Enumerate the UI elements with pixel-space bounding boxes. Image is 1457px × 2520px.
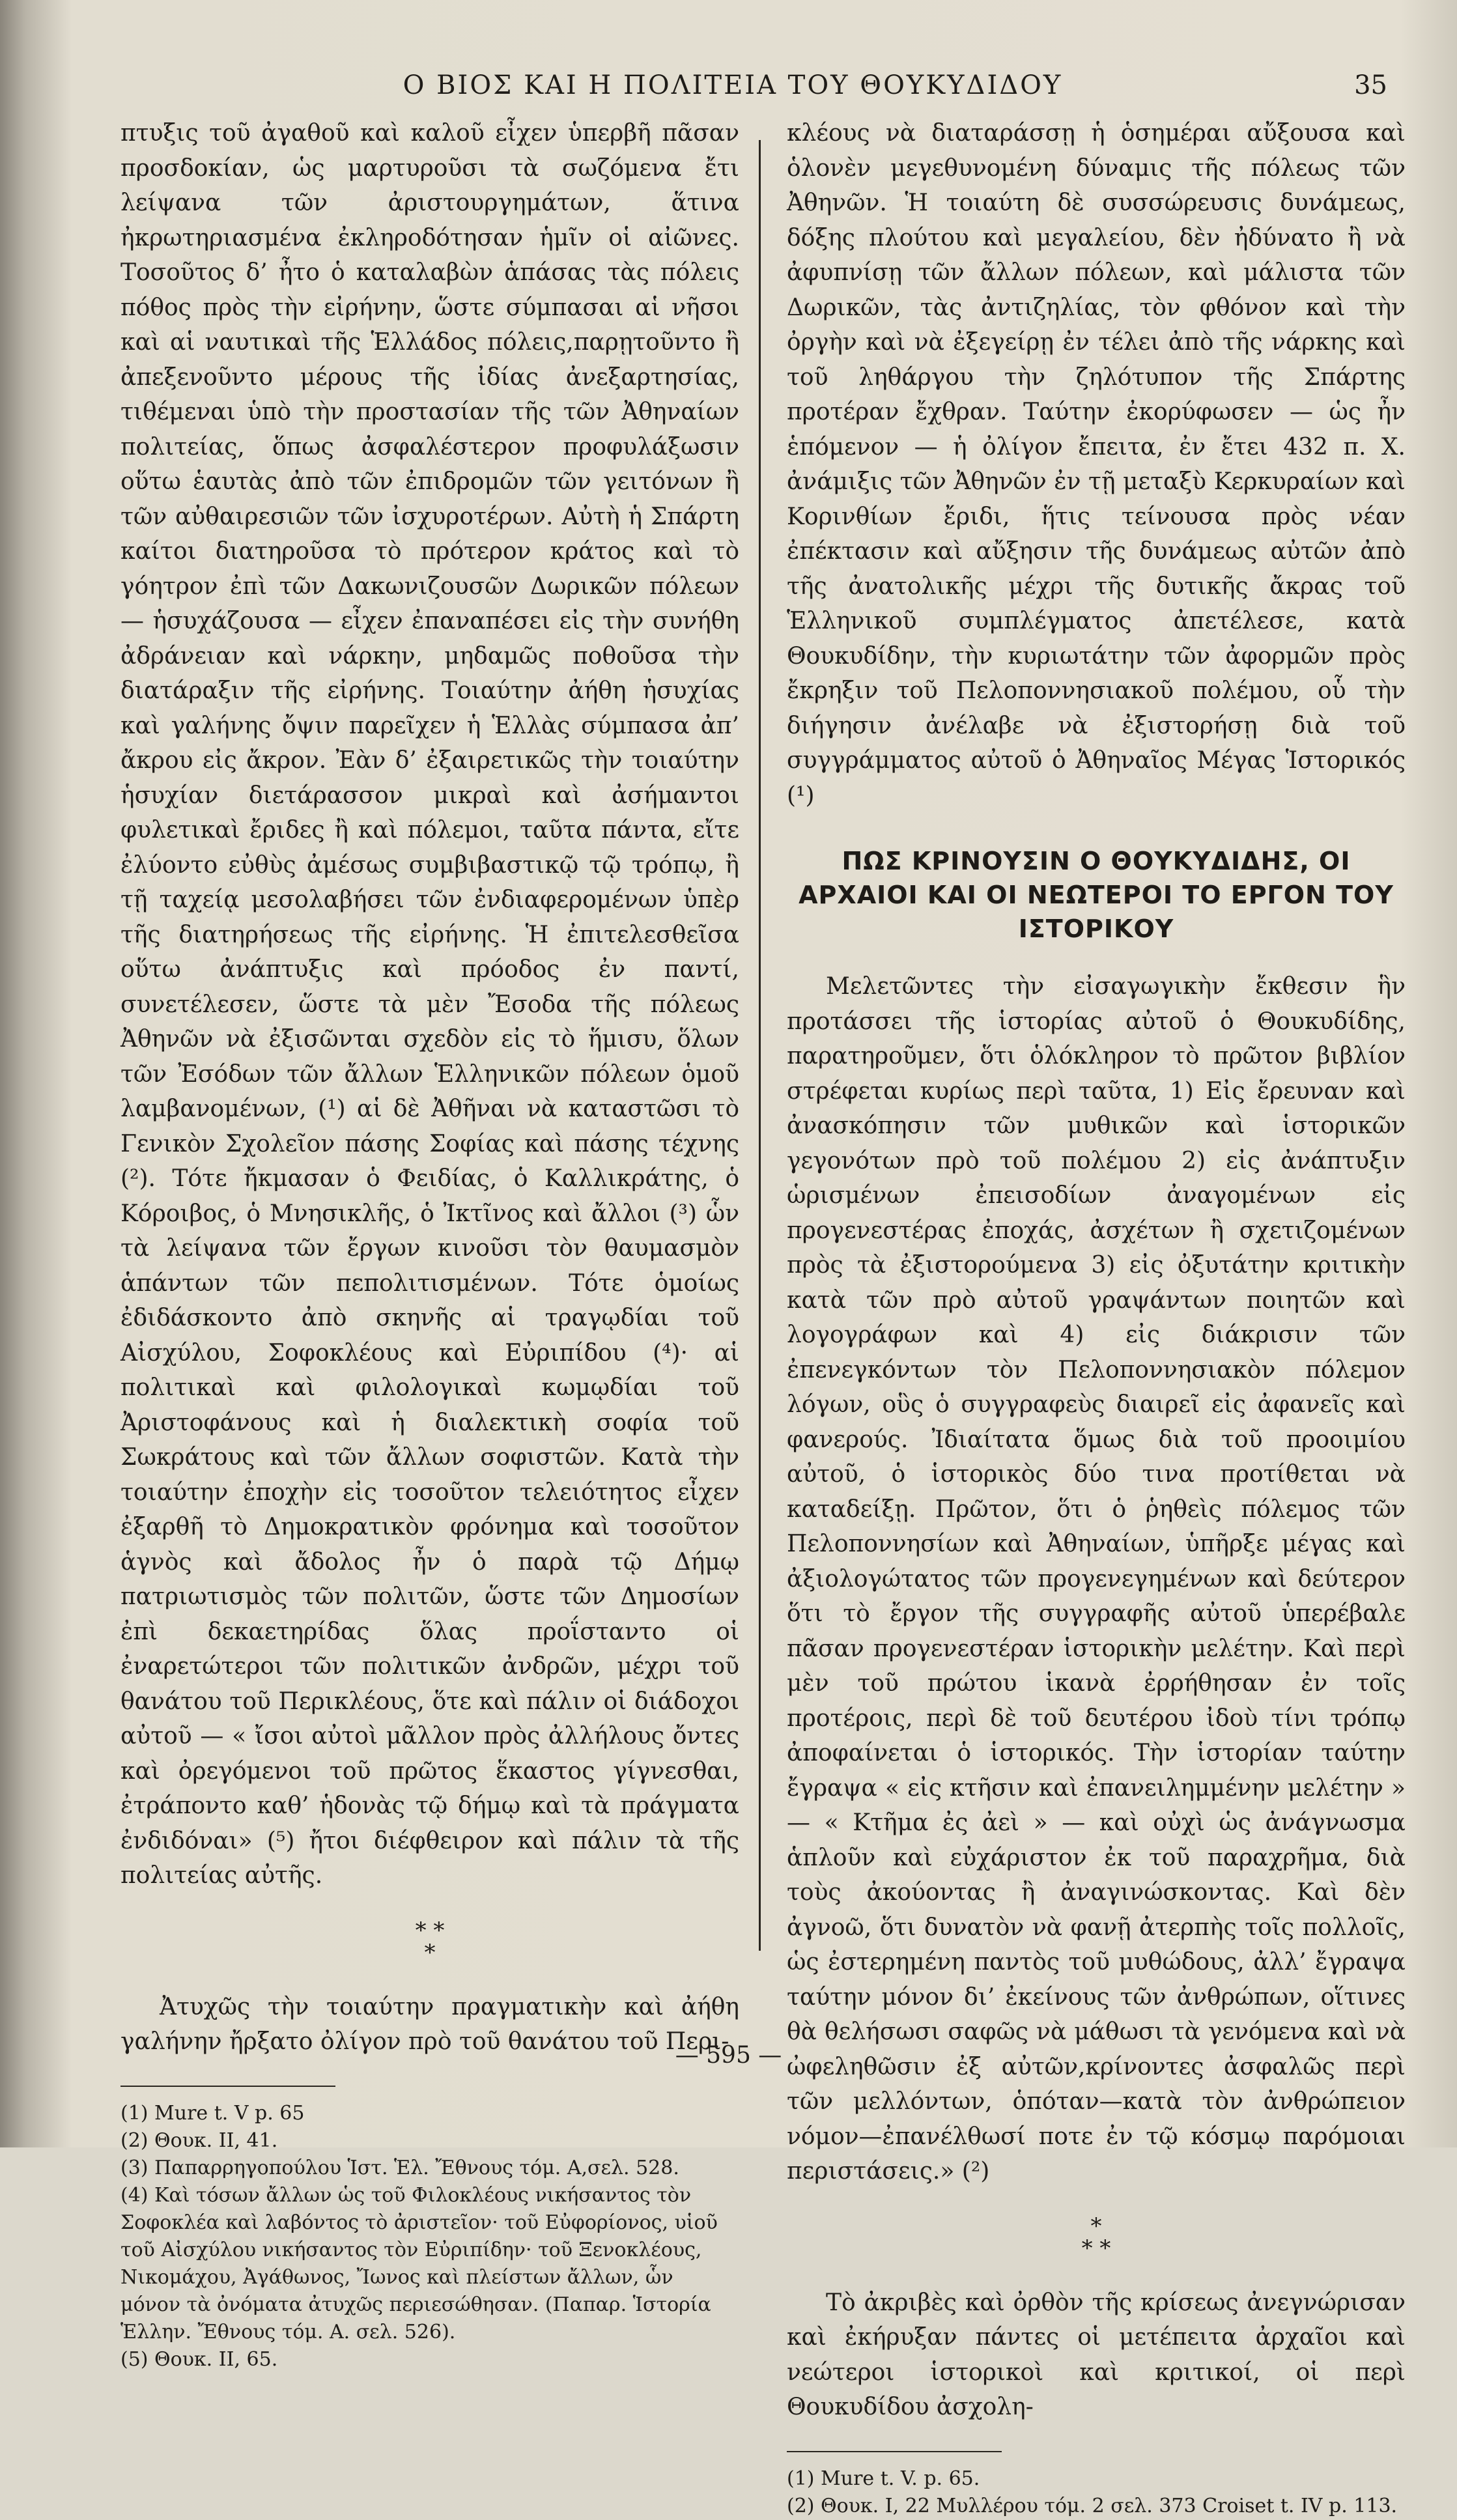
body-paragraph: Μελετῶντες τὴν εἰσαγωγικὴν ἔκθεσιν ἣν προτάσσει τῆς ἱστορίας αὐτοῦ ὁ Θουκυδίδης, παρατηροῦμεν, ὅτι ὁλόκληρον τὸ πρῶτον βιβλίον στρέφεται κυρίως περὶ ταῦτα, 1) Εἰς ἔρευναν καὶ ἀνασκόπησιν τῶν μυθικῶν καὶ ἱστορικῶν γεγονότων πρὸ τοῦ πολέμου 2) εἰς ἀνάπτυξιν ὡρισμένων ἐπεισοδίων ἀναγομένων εἰς προγενεστέρας ἐποχάς, ἀσχέτων ἢ σχετιζομένων πρὸς τὰ ἐξιστορούμενα 3) εἰς ὀξυτάτην κριτικὴν κατὰ τῶν πρὸ αὐτοῦ γραψάντων ποιητῶν καὶ λογογράφων καὶ 4) εἰς διάκρισιν τῶν ἐπενεγκόντων τὸν Πελοποννησιακὸν πόλεμον λόγων, οὓς ὁ συγγραφεὺς διαιρεῖ εἰς ἀφανεῖς καὶ φανερούς. Ἰδιαίτατα ὅμως διὰ τοῦ προοιμίου αὐτοῦ, ὁ ἱστορικὸς δύο τινα προτίθεται νὰ καταδείξῃ. Πρῶτον, ὅτι ὁ ῥηθεὶς πόλεμος τῶν Πελοποννησίων καὶ Ἀθηναίων, ὑπῆρξε μέγας καὶ ἀξιολογώτατος τῶν προγενεγημένων καὶ δεύτερον ὅτι τὸ ἔργον τῆς συγγραφῆς αὐτοῦ ὑπερέβαλε πᾶσαν προγενεστέραν ἱστορικὴν μελέτην. Καὶ περὶ μὲν τοῦ πρώτου ἱκανὰ ἐρρήθησαν ἐν τοῖς προτέροις, περὶ δὲ τοῦ δευτέρου ἰδοὺ τίνι τρόπῳ ἀποφαίνεται ὁ ἱστορικός. Τὴν ἱστορίαν ταύτην ἔγραψα « εἰς κτῆσιν καὶ ἐπανειλημμένην μελέτην » — « Κτῆμα ἐς ἀεὶ » — καὶ οὐχὶ ὡς ἀνάγνωσμα ἁπλοῦν καὶ εὐχάριστον ἐκ τοῦ παραχρῆμα, διὰ τοὺς ἀκούοντας ἢ ἀναγινώσκοντας. Καὶ δὲν ἀγνοῶ, ὅτι δυνατὸν νὰ φανῇ ἀτερπὴς τοῖς πολλοῖς, ὡς ἐστερημένη παντὸς τοῦ μυθώδους, ἀλλ’ ἔγραψα ταύτην μόνον δι’ ἐκείνους τῶν ἀνθρώπων, οἵτινες θὰ θελήσωσι σαφῶς νὰ μάθωσι τὰ γενόμενα καὶ νὰ ὠφεληθῶσιν ἐξ αὐτῶν,κρίνοντες ἀσφαλῶς περὶ τῶν μελλόντων, ὁπόταν—κατὰ τὸν ἀνθρώπειον νόμον—ἐπανέλθωσί ποτε ἐν τῷ κόσμῳ παρόμοιαι περιστάσεις.» (²) <box>787 973 1406 2185</box>
right-column <box>787 116 1406 2520</box>
column-divider <box>759 140 761 1951</box>
body-paragraph: Τὸ ἀκριβὲς καὶ ὀρθὸν τῆς κρίσεως ἀνεγνώρισαν καὶ ἐκήρυξαν πάντες οἱ μετέπειτα ἀρχαῖοι καὶ νεώτεροι ἱστορικοὶ καὶ κριτικοί, οἱ περὶ Θουκυδίδου ἀσχολη- <box>787 2289 1406 2420</box>
section-stars: * * * <box>415 1917 445 1966</box>
section-stars: * * * <box>1081 2213 1111 2261</box>
footnote: (2) Θουκ. I, 22 Μυλλέρου τόμ. 2 σελ. 373 Croiset t. IV p. 113. <box>787 2494 1398 2517</box>
section-heading: ΠΩΣ ΚΡΙΝΟΥΣΙΝ Ο ΘΟΥΚΥΔΙΔΗΣ, ΟΙ ΑΡΧΑΙΟΙ ΚΑΙ ΟΙ ΝΕΩΤΕΡΟΙ ΤΟ ΕΡΓΟΝ ΤΟΥ ΙΣΤΟΡΙΚΟΥ <box>799 847 1394 943</box>
footnote-rule <box>120 2086 335 2087</box>
footnote: (2) Θουκ. II, 41. <box>120 2129 278 2152</box>
body-paragraph: κλέους νὰ διαταράσσῃ ἡ ὁσημέραι αὔξουσα καὶ ὁλονὲν μεγεθυνομένη δύναμις τῆς πόλεως τῶν Ἀθηνῶν. Ἡ τοιαύτη δὲ συσσώρευσις δυνάμεως, δόξης πλούτου καὶ μεγαλείου, δὲν ἠδύνατο ἢ νὰ ἀφυπνίσῃ τῶν ἄλλων πόλεων, καὶ μάλιστα τῶν Δωρικῶν, τὰς ἀντιζηλίας, τὸν φθόνον καὶ τὴν ὀργὴν καὶ νὰ ἐξεγείρῃ ἐν τέλει ἀπὸ τῆς νάρκης καὶ τοῦ ληθάργου τὴν ζηλότυπον τῆς Σπάρτης προτέραν ἔχθραν. Ταύτην ἐκορύφωσεν — ὡς ἦν ἑπόμενον — ἡ ὀλίγον ἔπειτα, ἐν ἔτει 432 π. Χ. ἀνάμιξις τῶν Ἀθηνῶν ἐν τῇ μεταξὺ Κερκυραίων καὶ Κορινθίων ἔριδι, ἥτις τείνουσα πρὸς νέαν ἐπέκτασιν καὶ αὔξησιν τῆς δυνάμεως αὐτῶν ἀπὸ τῆς ἀνατολικῆς μέχρι τῆς δυτικῆς ἄκρας τοῦ Ἑλληνικοῦ συμπλέγματος ἀπετέλεσε, κατὰ Θουκυδίδην, τὴν κυριωτάτην τῶν ἀφορμῶν πρὸς ἔκρηξιν τοῦ Πελοποννησιακοῦ πολέμου, οὗ τὴν διήγησιν ἀνέλαβε νὰ ἐξιστορήσῃ διὰ τοῦ συγγράμματος αὐτοῦ ὁ Ἀθηναῖος Μέγας Ἱστορικός (¹) <box>787 120 1406 809</box>
left-column <box>120 116 739 2373</box>
body-paragraph: πτυξις τοῦ ἀγαθοῦ καὶ καλοῦ εἶχεν ὑπερβῆ πᾶσαν προσδοκίαν, ὡς μαρτυροῦσι τὰ σωζόμενα ἔτι λείψανα τῶν ἀριστουργημάτων, ἅτινα ἠκρωτηριασμένα ἐκληροδότησαν ἡμῖν οἱ αἰῶνες. Τοσοῦτος δ’ ἦτο ὁ καταλαβὼν ἁπάσας τὰς πόλεις πόθος πρὸς τὴν εἰρήνην, ὥστε σύμπασαι αἱ νῆσοι καὶ αἱ ναυτικαὶ τῆς Ἑλλάδος πόλεις,παρῃτοῦντο ἢ ἀπεξενοῦντο μέρους τῆς ἰδίας ἀνεξαρτησίας, τιθέμεναι ὑπὸ τὴν προστασίαν τῆς τῶν Ἀθηναίων πολιτείας, ὅπως ἀσφαλέστερον προφυλάξωσιν οὕτω ἑαυτὰς ἀπὸ τῶν ἐπιδρομῶν τῶν γειτόνων ἢ τῶν αὐθαιρεσιῶν τῶν ἰσχυροτέρων. Αὐτὴ ἡ Σπάρτη καίτοι διατηροῦσα τὸ πρότερον κράτος καὶ τὸ γόητρον ἐπὶ τῶν Δακωνιζουσῶν Δωρικῶν πόλεων — ἡσυχάζουσα — εἶχεν ἐπαναπέσει εἰς τὴν συνήθη ἀδράνειαν καὶ νάρκην, μηδαμῶς ποθοῦσα τὴν διατάραξιν τῆς εἰρήνης. Τοιαύτην ἀήθη ἡσυχίας καὶ γαλήνης ὄψιν παρεῖχεν ἡ Ἑλλὰς σύμπασα ἀπ’ ἄκρου εἰς ἄκρον. Ἐὰν δ’ ἐξαιρετικῶς τὴν τοιαύτην ἡσυχίαν διετάρασσον μικραὶ καὶ ἀσήμαντοι φυλετικαὶ ἔριδες ἢ καὶ πόλεμοι, ταῦτα πάντα, εἴτε ἐλύοντο εὐθὺς ἀμέσως συμβιβαστικῷ τῷ τρόπῳ, ἢ τῇ ταχείᾳ μεσολαβήσει τῶν ἐνδιαφερομένων ὑπὲρ τῆς διατηρήσεως τῆς εἰρήνης. Ἡ ἐπιτελεσθεῖσα οὕτω ἀνάπτυξις καὶ πρόοδος ἐν παντί, συνετέλεσεν, ὥστε τὰ μὲν Ἔσοδα τῆς πόλεως Ἀθηνῶν νὰ ἐξισῶνται σχεδὸν εἰς τὸ ἥμισυ, ὅλων τῶν Ἐσόδων τῶν ἄλλων Ἑλληνικῶν πόλεων ὁμοῦ λαμβανομένων, (¹) αἱ δὲ Ἀθῆναι νὰ καταστῶσι τὸ Γενικὸν Σχολεῖον πάσης Σοφίας καὶ πάσης τέχνης (²). Τότε ἤκμασαν ὁ Φειδίας, ὁ Καλλικράτης, ὁ Κόροιβος, ὁ Μνησικλῆς, ὁ Ἰκτῖνος καὶ ἄλλοι (³) ὧν τὰ λείψανα τῶν ἔργων κινοῦσι τὸν θαυμασμὸν ἁπάντων τῶν πεπολιτισμένων. Τότε ὁμοίως ἐδιδάσκοντο ἀπὸ σκηνῆς αἱ τραγῳδίαι τοῦ Αἰσχύλου, Σοφοκλέους καὶ Εὐριπίδου (⁴)· αἱ πολιτικαὶ καὶ φιλολογικαὶ κωμῳδίαι τοῦ Ἀριστοφάνους καὶ ἡ διαλεκτικὴ σοφία τοῦ Σωκράτους καὶ τῶν ἄλλων σοφιστῶν. Κατὰ τὴν τοιαύτην ἐποχὴν εἰς τοσοῦτον τελειότητος εἶχεν ἐξαρθῆ τὸ Δημοκρατικὸν φρόνημα καὶ τοσοῦτον ἁγνὸς καὶ ἄδολος ἦν ὁ παρὰ τῷ Δήμῳ πατριωτισμὸς τῶν πολιτῶν, ὥστε τῶν Δημοσίων ἐπὶ δεκαετηρίδας ὅλας προΐσταντο οἱ ἐναρετώτεροι τῶν πολιτικῶν ἀνδρῶν, μέχρι τοῦ θανάτου τοῦ Περικλέους, ὅτε καὶ πάλιν οἱ διάδοχοι αὐτοῦ — « ἴσοι αὐτοὶ μᾶλλον πρὸς ἀλλήλους ὄντες καὶ ὀρεγόμενοι τοῦ πρῶτος ἕκαστος γίγνεσθαι, ἐτράποντο καθ’ ἡδονὰς τῷ δήμῳ καὶ τὰ πράγματα ἐνδιδόναι» (⁵) ἤτοι διέφθειρον καὶ πάλιν τὰ τῆς πολιτείας αὐτῆς. <box>120 120 739 1889</box>
body-paragraph: Ἀτυχῶς τὴν τοιαύτην πραγματικὴν καὶ ἀήθη γαλήνην ἤρξατο ὀλίγον πρὸ τοῦ θανάτου τοῦ Περι- <box>120 1993 739 2055</box>
footnote: (1) Mure t. V p. 65 <box>120 2101 305 2125</box>
running-title: Ο ΒΙΟΣ ΚΑΙ Η ΠΟΛΙΤΕΙΑ ΤΟΥ ΘΟΥΚΥΔΙΔΟΥ <box>403 70 1063 100</box>
footnote: (5) Θουκ. II, 65. <box>120 2347 278 2371</box>
footnote: (3) Παπαρρηγοπούλου Ἱστ. Ἑλ. Ἔθνους τόμ. Α,σελ. 528. <box>120 2156 679 2179</box>
footnote: (4) Καὶ τόσων ἄλλων ὡς τοῦ Φιλοκλέους νικήσαντος τὸν Σοφοκλέα καὶ λαβόντος τὸ ἀριστεῖον· τοῦ Εὐφορίονος, υἱοῦ τοῦ Αἰσχύλου νικήσαντος τὸν Εὐριπίδην· τοῦ Ξενοκλέους, Νικομάχου, Ἀγάθωνος, Ἴωνος καὶ πλείστων ἄλλων, ὧν μόνον τὰ ὀνόματα ἀτυχῶς περιεσώθησαν. (Παπαρ. Ἱστορία Ἑλλην. Ἔθνους τόμ. Α. σελ. 526). <box>120 2183 718 2343</box>
page-footer-number: — 595 — <box>675 2042 782 2069</box>
page-header <box>78 63 1387 115</box>
footnotes <box>787 2451 1406 2520</box>
footnote: (1) Mure t. V. p. 65. <box>787 2467 980 2490</box>
footnote-rule <box>787 2451 1002 2452</box>
footnotes <box>120 2086 739 2373</box>
header-page-number: 35 <box>1354 70 1387 100</box>
